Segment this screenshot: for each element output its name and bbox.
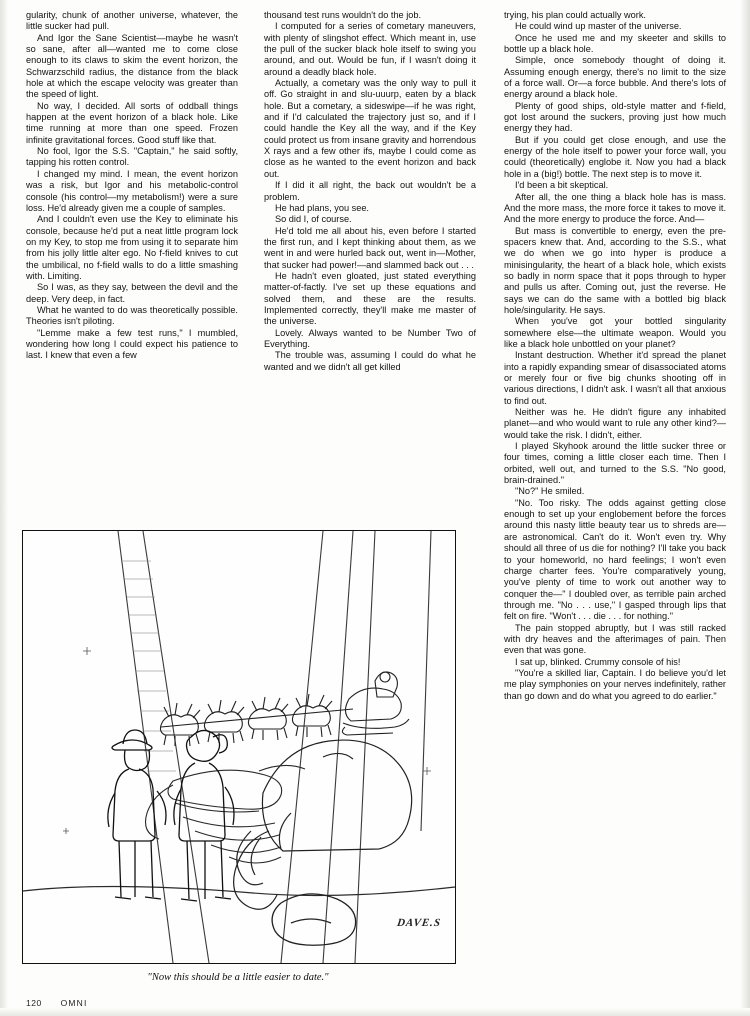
paragraph: "No. Too risky. The odds against getting close enough to set up your englobement before the forces around this nasty little beauty tear us to shreds are—are astronomical. Can't do it. Won't even try. Why should all three of us die for nothing? I'll take you back to your homeworld, no hard feelings; I won't even charge charter fees. You're comparatively young, you've plenty of time to work out another way to conquer the—" I doubled over, as terrible pain arched through me. "No . . . use," I gasped through lips that felt on fire. "Won't . . . die . . . for nothing." (504, 497, 726, 622)
paragraph: So I was, as they say, between the devil and the deep. Very deep, in fact. (26, 282, 238, 304)
paragraph: Simple, once somebody thought of doing it. Assuming enough energy, there's no limit to the size of a force wall. Or—a force bubble. And there's lots of energy around a black hole. (504, 55, 726, 100)
paragraph: thousand test runs wouldn't do the job. (264, 10, 422, 20)
paragraph: No fool, Igor the S.S. "Captain," he said softly, tapping his rotten control. (26, 146, 238, 168)
paragraph: Actually, a cometary was the only way to pull it off. Go straight in and slu-uuurp, eaten by a black hole. But a cometary, a sideswipe—if he was right, and if I'd calculated the trajectory just so, and if I could handle the Key all the way, and if the Key could protect us from insane gravity and horrendous X rays and a few other ifs, maybe I could come as close as he wanted to the event horizon and back out. (264, 78, 476, 179)
paragraph: He'd told me all about his, even before I started the first run, and I kept thinking about them, as we went in and were hurled back out, went in—Mother, that sucker had power!—and slammed back out . . . (264, 225, 476, 270)
paragraph: Instant destruction. Whether it'd spread the planet into a rapidly expanding smear of disassociated atoms or merely four or five big chunks shooting off in various directions, I didn't ask. I wasn't all that anxious to find out. (504, 350, 726, 406)
paragraph: If I did it all right, the back out wouldn't be a problem. (264, 180, 476, 202)
paragraph: Once he used me and my skeeter and skills to bottle up a black hole. (504, 32, 726, 55)
paragraph: "No?" He smiled. (515, 486, 585, 497)
page-footer (26, 998, 88, 1008)
paragraph: But mass is convertible to energy, even the pre-spacers knew that. And, according to the S.S., what we do when we go into hyper is produce a minisingularity, the heart of a black hole, which exists so badly in norm space that it pops through to hyper and pulls us after. Coming out, just the reverse. He says we can do the same with a bottled big black hole/singularity. He says. (504, 225, 726, 315)
paragraph: I computed for a series of cometary maneuvers, with plenty of slingshot effect. Which meant in, use the pull of the sucker black hole itself to swing you around, and out. Would be fun, if I wasn't doing it around a deadly black hole. (264, 21, 476, 77)
paragraph: I sat up, blinked. Crummy console of his! (515, 656, 681, 667)
paragraph: He had plans, you see. (275, 202, 369, 213)
artist-signature: DAVE.S (396, 917, 442, 929)
paragraph: And I couldn't even use the Key to eliminate his console, because he'd put a neat little program lock on my Key, to stop me from using it to separate him from his jolly little alter ego. No f-field knives to cut the umbilical, no f-field walls to do a little smashing with. Limiting. (26, 214, 238, 281)
page-edge-right (740, 0, 750, 1016)
paragraph: What he wanted to do was theoretically possible. Theories isn't piloting. (26, 304, 238, 327)
text-column-1 (26, 10, 238, 362)
text-column-2 (264, 10, 476, 373)
paragraph: "You're a skilled liar, Captain. I do believe you'd let me play symphonies on your nerves indefinitely, rather than go down and do what you agreed to do earlier." (504, 667, 726, 701)
paragraph: So did I, of course. (275, 214, 352, 225)
paragraph: The trouble was, assuming I could do what he wanted and we didn't all get killed (264, 350, 476, 372)
paragraph: "Lemme make a few test runs," I mumbled, wondering how long I could expect his patience to last. I knew that even a few (26, 327, 238, 361)
page-number: 120 (26, 998, 42, 1008)
paragraph: He could wind up master of the universe. (515, 21, 682, 32)
cartoon-panel (22, 530, 456, 964)
page-edge-left (0, 0, 8, 1016)
paragraph: gularity, chunk of another universe, whatever, the little sucker had pull. (26, 10, 238, 32)
paragraph: When you've got your bottled singularity somewhere else—the ultimate weapon. Would you like a black hole unbottled on your planet? (504, 316, 726, 349)
paragraph: Lovely. Always wanted to be Number Two of Everything. (264, 327, 476, 349)
paragraph: I'd been a bit skeptical. (515, 180, 609, 191)
paragraph: The pain stopped abruptly, but I was still racked with dry heaves and the afterimages of pain. Then even that was gone. (504, 622, 726, 656)
page-edge-bottom (0, 1008, 750, 1016)
cartoon-caption: "Now this should be a little easier to date." (147, 972, 329, 983)
paragraph: I changed my mind. I mean, the event horizon was a risk, but Igor and his metabolic-control console (his control—my metabolism!) were a sure loss. He'd already given me a couple of samples. (26, 168, 238, 213)
paragraph: And Igor the Sane Scientist—maybe he wasn't so sane, after all—wanted me to come close enough to its claws to skim the event horizon, the Schwarzschild radius, the distance from the black hole at which the escape velocity was greater than the speed of light. (26, 32, 238, 100)
paragraph: Neither was he. He didn't figure any inhabited planet—and who would want to rule any other kind?—would take the risk. I didn't, either. (504, 407, 726, 440)
paragraph: But if you could get close enough, and use the energy of the hole itself to power your force wall, you could (theoretically) englobe it. Now you had a black hole in a (big!) bottle. The next step is to move it. (504, 134, 726, 179)
paragraph: He hadn't even gloated, just stated everything matter-of-factly. I've set up these equations and solved them, and these are the results. Implemented correctly, they'll make me master of the universe. (264, 270, 476, 327)
text-column-3 (504, 10, 726, 702)
paragraph: I played Skyhook around the little sucker three or four times, coming a little closer each time. Then I orbited, well out, and turned to the S.S. "No good, brain-drained." (504, 441, 726, 486)
cartoon-illustration (23, 531, 455, 963)
paragraph: No way, I decided. All sorts of oddball things happen at the event horizon of a black hole. Like time running at more than one speed. Frozen infinite gravitational forces. Good stuff like that. (26, 100, 238, 145)
magazine-name: OMNI (60, 998, 88, 1008)
paragraph: Plenty of good ships, old-style matter and f-field, got lost around the suckers, proving just how much energy they had. (504, 100, 726, 134)
paragraph: trying, his plan could actually work. (504, 10, 646, 20)
paragraph: After all, the one thing a black hole has is mass. And the more mass, the more force it takes to move it. And the more energy to produce the force. And— (504, 191, 726, 225)
